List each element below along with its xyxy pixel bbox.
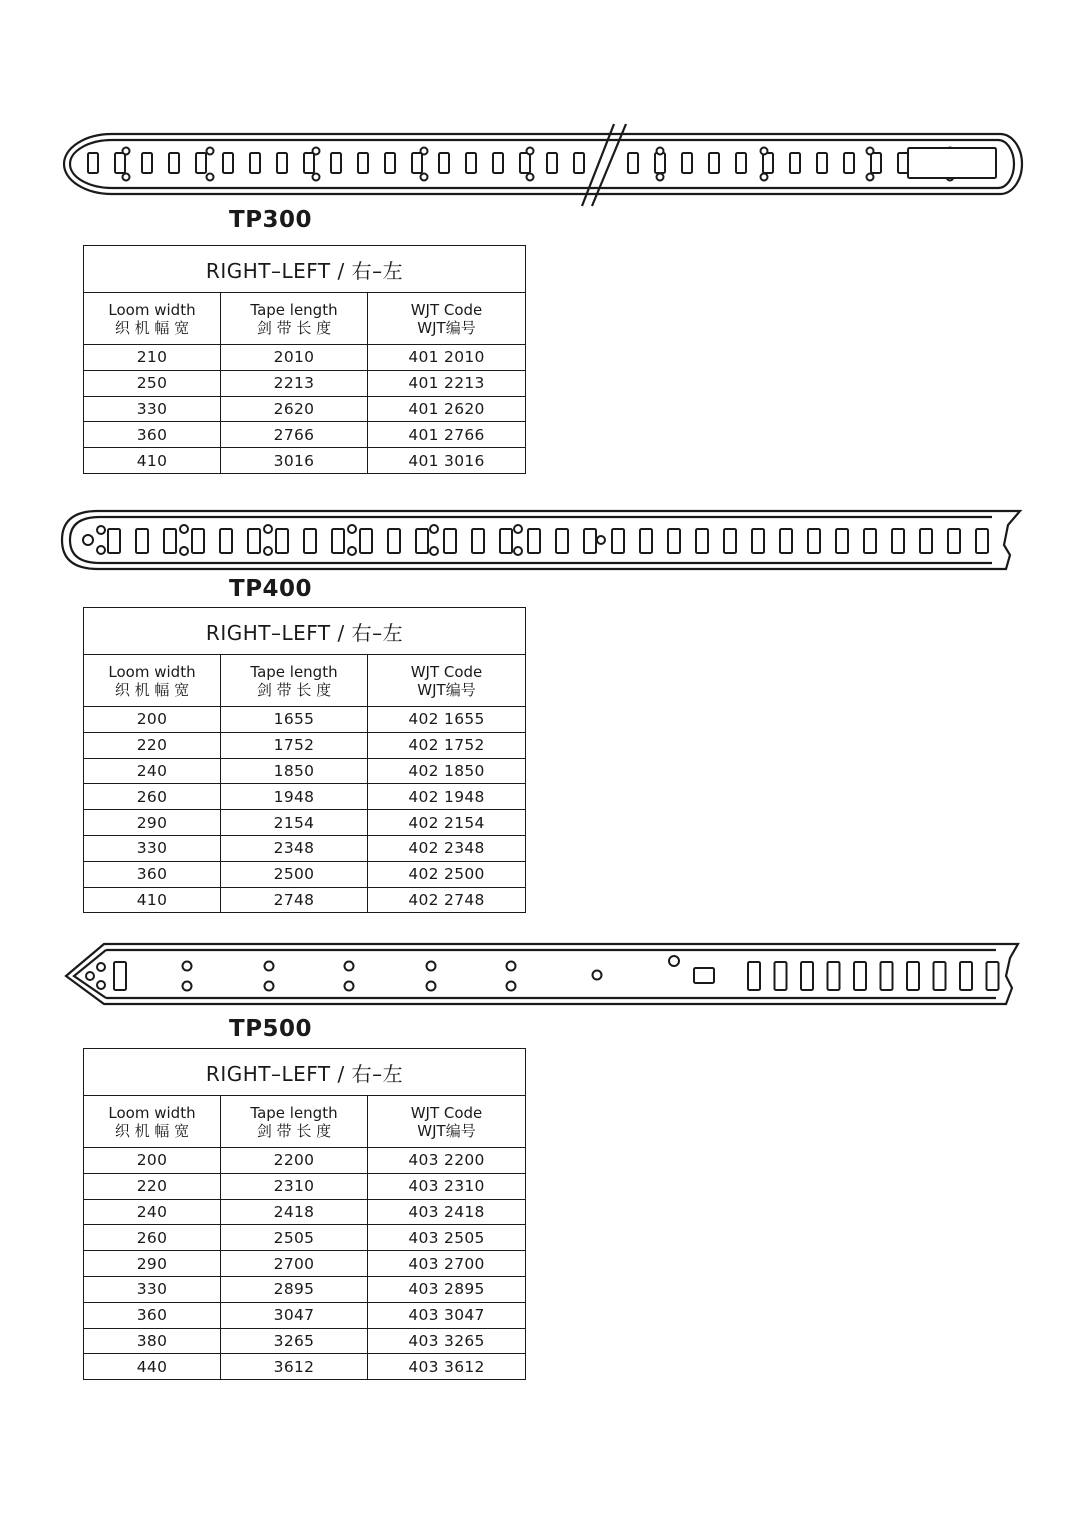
rivet-hole	[207, 148, 214, 155]
tape-end-slot	[114, 962, 126, 990]
loom-width-cell: 210	[84, 345, 221, 371]
table-row	[84, 1302, 526, 1328]
tp500-model-label: TP500	[229, 1016, 313, 1042]
table-row	[84, 810, 526, 836]
loom-width-cell: 380	[84, 1328, 221, 1354]
loom-width-cell: 440	[84, 1354, 221, 1380]
tape-slot	[115, 153, 125, 173]
tape-end-rivet	[97, 981, 105, 989]
tape-slot	[817, 153, 827, 173]
loom-width-cell: 260	[84, 784, 221, 810]
tape-slot	[898, 153, 908, 173]
rivet-hole	[527, 174, 534, 181]
wjt-code-cell: 402 1655	[368, 707, 526, 733]
tape-length-cell: 3016	[221, 448, 368, 474]
tape-end-rivet	[97, 526, 105, 534]
table-row	[84, 1276, 526, 1302]
tape-slot	[248, 529, 260, 553]
tape-slot	[332, 529, 344, 553]
tp300-spec-table	[83, 245, 526, 474]
table-row	[84, 887, 526, 913]
tape-slot	[892, 529, 904, 553]
tape-slot	[169, 153, 179, 173]
loom-width-cell: 200	[84, 1148, 221, 1174]
tape-slot	[801, 962, 813, 990]
loom-width-header: Loom width 织 机 幅 宽	[84, 655, 221, 707]
table-row	[84, 1199, 526, 1225]
tape-length-cell: 1948	[221, 784, 368, 810]
wjt-code-cell: 402 2500	[368, 861, 526, 887]
guide-hole	[669, 956, 679, 966]
wjt-code-cell: 403 3047	[368, 1302, 526, 1328]
wjt-code-cell: 401 2213	[368, 370, 526, 396]
wjt-code-cell: 402 1850	[368, 758, 526, 784]
tape-slot	[276, 529, 288, 553]
tape-slot	[836, 529, 848, 553]
tape-length-cell: 3265	[221, 1328, 368, 1354]
tape-length-cell: 2620	[221, 396, 368, 422]
loom-width-cell: 290	[84, 1251, 221, 1277]
wjt-code-cell: 401 3016	[368, 448, 526, 474]
loom-width-cell: 240	[84, 1199, 221, 1225]
tape-slot	[304, 153, 314, 173]
table-row	[84, 732, 526, 758]
rivet-hole	[348, 525, 356, 533]
wjt-code-cell: 402 2748	[368, 887, 526, 913]
loom-width-cell: 330	[84, 835, 221, 861]
tape-slot	[196, 153, 206, 173]
wjt-code-cell: 403 3612	[368, 1354, 526, 1380]
tape-slot	[696, 529, 708, 553]
tape-slot	[976, 529, 988, 553]
tp400-tape-drawing	[0, 505, 1080, 575]
tape-end-rivet	[83, 535, 93, 545]
tape-slot	[142, 153, 152, 173]
loom-width-cell: 360	[84, 422, 221, 448]
tape-length-cell: 2200	[221, 1148, 368, 1174]
table-row	[84, 784, 526, 810]
wjt-code-cell: 401 2010	[368, 345, 526, 371]
rivet-hole	[313, 148, 320, 155]
rivet-hole	[345, 982, 354, 991]
tape-length-cell: 2154	[221, 810, 368, 836]
rivet-hole	[867, 148, 874, 155]
tape-slot	[574, 153, 584, 173]
rivet-hole	[345, 962, 354, 971]
table-row	[84, 345, 526, 371]
tape-slot	[748, 962, 760, 990]
tape-slot	[682, 153, 692, 173]
rivet-hole	[183, 962, 192, 971]
rivet-hole	[867, 174, 874, 181]
table-row	[84, 1173, 526, 1199]
tape-slot	[948, 529, 960, 553]
rivet-hole	[593, 971, 602, 980]
loom-width-cell: 260	[84, 1225, 221, 1251]
loom-width-header: Loom width 织 机 幅 宽	[84, 293, 221, 345]
tape-length-header: Tape length 剑 带 长 度	[221, 293, 368, 345]
tape-length-cell: 2766	[221, 422, 368, 448]
loom-width-cell: 410	[84, 448, 221, 474]
rivet-hole	[264, 525, 272, 533]
tape-slot	[724, 529, 736, 553]
rivet-hole	[430, 547, 438, 555]
wjt-code-cell: 401 2766	[368, 422, 526, 448]
tape-length-cell: 2310	[221, 1173, 368, 1199]
tape-slot	[220, 529, 232, 553]
loom-width-cell: 200	[84, 707, 221, 733]
table-row	[84, 422, 526, 448]
tape-length-cell: 3047	[221, 1302, 368, 1328]
tape-slot	[790, 153, 800, 173]
rivet-hole	[761, 174, 768, 181]
tape-slot	[493, 153, 503, 173]
tape-slot	[277, 153, 287, 173]
tape-slot	[780, 529, 792, 553]
tape-slot	[304, 529, 316, 553]
wjt-code-cell: 403 2700	[368, 1251, 526, 1277]
tape-slot	[520, 153, 530, 173]
loom-width-cell: 360	[84, 861, 221, 887]
wjt-code-header: WJT Code WJT编号	[368, 655, 526, 707]
table-row	[84, 1148, 526, 1174]
loom-width-header: Loom width 织 机 幅 宽	[84, 1096, 221, 1148]
table-row	[84, 1354, 526, 1380]
tape-slot	[612, 529, 624, 553]
loom-width-cell: 290	[84, 810, 221, 836]
tape-slot	[360, 529, 372, 553]
table-row	[84, 861, 526, 887]
tape-slot	[987, 962, 999, 990]
tape-slot	[439, 153, 449, 173]
tape-end-rivet	[97, 546, 105, 554]
rivet-hole	[123, 148, 130, 155]
tape-slot	[920, 529, 932, 553]
tape-slot	[907, 962, 919, 990]
wjt-code-cell: 403 2200	[368, 1148, 526, 1174]
table-row	[84, 835, 526, 861]
wjt-code-cell: 403 3265	[368, 1328, 526, 1354]
tape-end-rivet	[97, 963, 105, 971]
tape-slot	[358, 153, 368, 173]
tape-end-rivet	[86, 972, 94, 980]
tape-length-cell: 2505	[221, 1225, 368, 1251]
wjt-code-cell: 402 2348	[368, 835, 526, 861]
rivet-hole	[507, 962, 516, 971]
rivet-hole	[265, 962, 274, 971]
tape-slot	[736, 153, 746, 173]
tape-slot	[192, 529, 204, 553]
wjt-code-cell: 401 2620	[368, 396, 526, 422]
tp300-tape-drawing	[0, 118, 1080, 218]
tape-slot	[960, 962, 972, 990]
tape-length-header: Tape length 剑 带 长 度	[221, 1096, 368, 1148]
tape-slot	[223, 153, 233, 173]
direction-header: RIGHT–LEFT / 右–左	[84, 608, 526, 655]
wjt-code-cell: 402 1948	[368, 784, 526, 810]
rivet-hole	[264, 547, 272, 555]
tp400-model-label: TP400	[229, 576, 313, 602]
tape-length-cell: 3612	[221, 1354, 368, 1380]
rivet-hole	[427, 982, 436, 991]
tape-slot	[584, 529, 596, 553]
rivet-hole	[527, 148, 534, 155]
rivet-hole	[514, 547, 522, 555]
rivet-hole	[265, 982, 274, 991]
tape-slot	[466, 153, 476, 173]
tape-length-cell: 1752	[221, 732, 368, 758]
tape-slot	[709, 153, 719, 173]
rivet-hole	[761, 148, 768, 155]
tape-length-cell: 2348	[221, 835, 368, 861]
tape-slot	[556, 529, 568, 553]
rivet-hole	[183, 982, 192, 991]
rivet-hole	[597, 536, 605, 544]
tape-slot	[500, 529, 512, 553]
tape-length-cell: 2213	[221, 370, 368, 396]
loom-width-cell: 410	[84, 887, 221, 913]
rivet-hole	[427, 962, 436, 971]
tape-length-cell: 1850	[221, 758, 368, 784]
tape-length-cell: 2010	[221, 345, 368, 371]
tape-slot	[864, 529, 876, 553]
tape-slot	[808, 529, 820, 553]
table-row	[84, 758, 526, 784]
tape-slot	[775, 962, 787, 990]
tape-slot	[752, 529, 764, 553]
tape-slot	[385, 153, 395, 173]
tape-slot	[444, 529, 456, 553]
guide-slot	[694, 968, 714, 983]
tape-slot	[871, 153, 881, 173]
tape-slot	[412, 153, 422, 173]
tape-end-plate	[908, 148, 996, 178]
rivet-hole	[430, 525, 438, 533]
tape-length-cell: 2700	[221, 1251, 368, 1277]
tape-slot	[250, 153, 260, 173]
loom-width-cell: 250	[84, 370, 221, 396]
tape-slot	[934, 962, 946, 990]
rivet-hole	[207, 174, 214, 181]
rivet-hole	[421, 174, 428, 181]
tape-slot	[136, 529, 148, 553]
rivet-hole	[507, 982, 516, 991]
tape-slot	[828, 962, 840, 990]
loom-width-cell: 360	[84, 1302, 221, 1328]
rivet-hole	[657, 148, 664, 155]
tp300-model-label: TP300	[229, 207, 313, 233]
tape-slot	[844, 153, 854, 173]
rivet-hole	[657, 174, 664, 181]
table-row	[84, 1328, 526, 1354]
tape-length-cell: 1655	[221, 707, 368, 733]
rivet-hole	[123, 174, 130, 181]
table-row	[84, 707, 526, 733]
wjt-code-cell: 402 1752	[368, 732, 526, 758]
rivet-hole	[313, 174, 320, 181]
tape-slot	[88, 153, 98, 173]
tape-length-cell: 2895	[221, 1276, 368, 1302]
direction-header: RIGHT–LEFT / 右–左	[84, 1049, 526, 1096]
tp500-spec-table	[83, 1048, 526, 1380]
wjt-code-header: WJT Code WJT编号	[368, 1096, 526, 1148]
tp500-tape-drawing	[0, 940, 1080, 1010]
loom-width-cell: 220	[84, 732, 221, 758]
tape-slot	[881, 962, 893, 990]
wjt-code-cell: 403 2418	[368, 1199, 526, 1225]
rivet-hole	[514, 525, 522, 533]
wjt-code-header: WJT Code WJT编号	[368, 293, 526, 345]
tape-length-header: Tape length 剑 带 长 度	[221, 655, 368, 707]
loom-width-cell: 240	[84, 758, 221, 784]
table-row	[84, 448, 526, 474]
tape-length-cell: 2748	[221, 887, 368, 913]
table-row	[84, 370, 526, 396]
rivet-hole	[348, 547, 356, 555]
tape-slot	[640, 529, 652, 553]
tape-slot	[331, 153, 341, 173]
tape-slot	[388, 529, 400, 553]
tape-slot	[108, 529, 120, 553]
wjt-code-cell: 402 2154	[368, 810, 526, 836]
tp400-spec-table	[83, 607, 526, 913]
direction-header: RIGHT–LEFT / 右–左	[84, 246, 526, 293]
tape-slot	[668, 529, 680, 553]
tape-slot	[472, 529, 484, 553]
loom-width-cell: 220	[84, 1173, 221, 1199]
wjt-code-cell: 403 2310	[368, 1173, 526, 1199]
tape-slot	[763, 153, 773, 173]
tape-slot	[528, 529, 540, 553]
table-row	[84, 396, 526, 422]
tape-slot	[416, 529, 428, 553]
tape-slot	[655, 153, 665, 173]
loom-width-cell: 330	[84, 1276, 221, 1302]
rivet-hole	[421, 148, 428, 155]
tape-length-cell: 2500	[221, 861, 368, 887]
rivet-hole	[180, 525, 188, 533]
tape-slot	[547, 153, 557, 173]
table-row	[84, 1251, 526, 1277]
loom-width-cell: 330	[84, 396, 221, 422]
wjt-code-cell: 403 2505	[368, 1225, 526, 1251]
tape-slot	[854, 962, 866, 990]
tape-length-cell: 2418	[221, 1199, 368, 1225]
rivet-hole	[180, 547, 188, 555]
wjt-code-cell: 403 2895	[368, 1276, 526, 1302]
table-row	[84, 1225, 526, 1251]
tape-slot	[628, 153, 638, 173]
tape-slot	[164, 529, 176, 553]
